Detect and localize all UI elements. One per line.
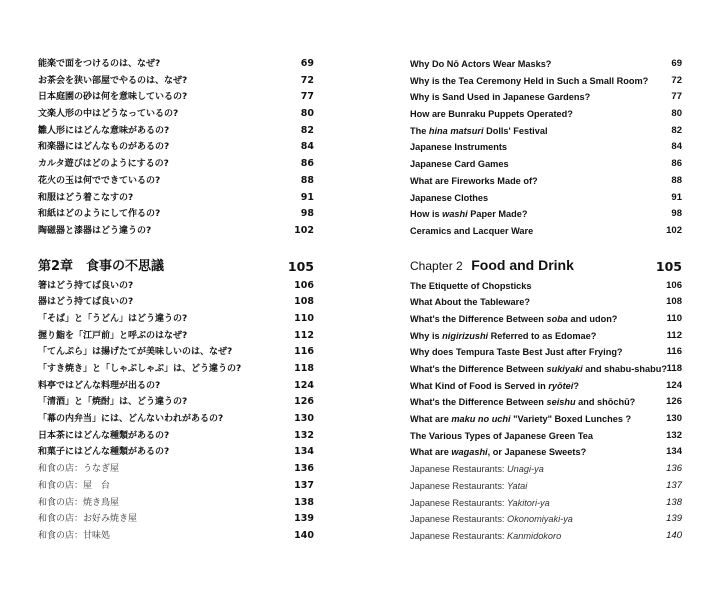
toc-entry[interactable] — [38, 344, 314, 361]
english-toc-column — [410, 56, 682, 545]
toc-entry[interactable] — [410, 278, 682, 295]
toc-entry-title: 和菓子にはどんな種類があるの? — [38, 447, 170, 458]
toc-entry-title — [410, 156, 509, 173]
toc-entry[interactable] — [410, 56, 682, 73]
toc-entry[interactable] — [38, 428, 314, 445]
toc-entry-page: 138 — [294, 496, 314, 508]
toc-entry[interactable] — [410, 156, 682, 173]
toc-entry[interactable] — [410, 461, 682, 478]
toc-entry[interactable] — [38, 328, 314, 345]
toc-entry-page: 112 — [666, 329, 682, 341]
title-text-suffix: Dolls' Festival — [483, 125, 548, 136]
title-text: Why is Sand Used in Japanese Gardens? — [410, 92, 591, 103]
toc-entry-title — [410, 344, 623, 361]
toc-entry[interactable] — [410, 528, 682, 545]
toc-entry-title — [410, 328, 596, 345]
title-text: The — [410, 125, 429, 136]
toc-entry-page: 134 — [294, 446, 314, 458]
title-italic-term: washi — [442, 209, 468, 220]
toc-entry-page: 134 — [666, 446, 682, 458]
title-italic-term: wagashi — [451, 447, 488, 458]
english-toc-section-2 — [410, 278, 682, 545]
toc-entry[interactable] — [38, 223, 314, 240]
toc-entry-title: 能楽で面をつけるのは、なぜ? — [38, 59, 161, 69]
toc-entry-title: 「幕の内弁当」には、どんないわれがあるの? — [38, 414, 224, 425]
title-text: The Various Types of Japanese Green Tea — [410, 430, 593, 441]
toc-entry[interactable] — [38, 123, 314, 140]
toc-entry[interactable] — [410, 378, 682, 395]
toc-entry-title — [410, 394, 635, 411]
toc-entry[interactable] — [38, 190, 314, 207]
toc-entry-page: 139 — [294, 513, 314, 525]
toc-entry-title: 握り鮨を「江戸前」と呼ぶのはなぜ? — [38, 330, 188, 341]
title-text-suffix: and shōchū? — [575, 397, 636, 408]
title-text: What Kind of Food is Served in — [410, 380, 549, 391]
toc-entry-title — [410, 278, 532, 295]
title-text: What About the Tableware? — [410, 297, 530, 308]
toc-entry[interactable] — [410, 190, 682, 207]
toc-entry-page: 108 — [294, 296, 314, 308]
toc-entry-page: 84 — [671, 141, 682, 153]
title-text: Japanese Restaurants: — [410, 480, 508, 491]
toc-entry-page: 82 — [671, 124, 682, 136]
toc-entry[interactable] — [410, 311, 682, 328]
toc-entry-page: 72 — [671, 74, 682, 86]
toc-entry-page: 91 — [671, 191, 682, 203]
title-italic-term: Unagi-ya — [507, 464, 544, 475]
title-italic-term: sukiyaki — [546, 364, 583, 374]
toc-entry-page: 110 — [666, 312, 682, 324]
toc-entry-page: 77 — [671, 91, 682, 103]
toc-entry-page: 98 — [671, 208, 682, 220]
toc-entry-title: 陶磁器と漆器はどう違うの? — [38, 225, 152, 236]
toc-entry-page: 88 — [300, 174, 314, 186]
toc-entry-title — [410, 139, 507, 156]
toc-entry-title: カルタ遊びはどのようにするの? — [38, 159, 169, 170]
toc-entry[interactable] — [38, 278, 314, 295]
title-text: Why is — [410, 330, 443, 341]
toc-entry-page: 110 — [294, 312, 314, 324]
toc-entry-page: 108 — [666, 296, 682, 308]
chapter-title: 第2章 食事の不思議 — [38, 258, 165, 274]
toc-entry-title: お茶会を狭い部屋でやるのは、なぜ? — [38, 75, 188, 86]
toc-entry-title: 器はどう持てば良いの? — [38, 297, 134, 308]
japanese-toc-column — [38, 56, 314, 545]
toc-entry-title — [410, 294, 530, 311]
toc-entry-page: 82 — [300, 124, 314, 136]
toc-entry[interactable] — [38, 89, 314, 106]
toc-entry-page: 80 — [300, 108, 314, 120]
toc-entry-title — [410, 106, 573, 123]
japanese-toc-section-1 — [38, 56, 314, 240]
toc-entry[interactable] — [410, 106, 682, 123]
toc-entry-title — [410, 173, 538, 190]
toc-entry-page: 69 — [300, 58, 314, 69]
title-italic-term: hina matsuri — [428, 125, 484, 136]
toc-entry[interactable] — [38, 156, 314, 173]
title-text: Japanese Card Games — [410, 159, 509, 170]
title-italic-term: Yakitori-ya — [507, 497, 550, 508]
toc-entry-title: 箸はどう持てば良いの? — [38, 280, 134, 291]
toc-entry-title: 「清酒」と「焼酎」は、どう違うの? — [38, 397, 188, 408]
toc-entry-title: 和食の店：屋 台 — [38, 480, 111, 491]
toc-entry-page: 136 — [294, 463, 314, 475]
toc-entry[interactable] — [38, 528, 314, 545]
toc-entry[interactable] — [410, 344, 682, 361]
toc-entry-title — [410, 528, 561, 545]
toc-entry-page: 126 — [294, 396, 314, 408]
toc-entry-title: 「そば」と「うどん」はどう違うの? — [38, 313, 188, 324]
toc-entry-page: 86 — [671, 158, 682, 170]
toc-entry-page: 86 — [300, 158, 314, 170]
toc-entry-page: 116 — [666, 346, 682, 358]
title-text: Why is the Tea Ceremony Held in Such a Small Room? — [410, 75, 649, 86]
toc-entry[interactable] — [38, 444, 314, 461]
title-text: What's the Difference Between — [410, 313, 547, 324]
title-text-suffix: Paper Made? — [467, 209, 528, 220]
toc-entry[interactable] — [38, 411, 314, 428]
title-italic-term: maku no uchi — [451, 414, 511, 425]
toc-entry-page: 112 — [294, 329, 314, 341]
toc-entry-page: 69 — [671, 58, 682, 69]
title-text: What are — [410, 414, 452, 425]
toc-entry-title: 和食の店：焼き鳥屋 — [38, 497, 120, 508]
chapter-page: 105 — [655, 258, 682, 274]
toc-entry-title: 花火の玉は何でできているの? — [38, 175, 161, 186]
toc-entry-title: 和服はどう着こなすの? — [38, 192, 134, 203]
title-italic-term: Yatai — [507, 480, 528, 491]
toc-entry-page: 132 — [666, 429, 682, 441]
toc-entry[interactable] — [410, 478, 682, 495]
toc-entry-title — [410, 206, 527, 223]
toc-entry-title — [410, 461, 544, 478]
toc-entry-title — [410, 73, 648, 90]
toc-entry-page: 80 — [671, 108, 682, 120]
toc-entry-page: 102 — [294, 224, 314, 236]
toc-entry-title: 和食の店：お好み焼き屋 — [38, 514, 138, 525]
toc-entry-title: 和食の店：うなぎ屋 — [38, 464, 120, 475]
toc-entry-title — [410, 123, 548, 140]
toc-entry[interactable] — [410, 206, 682, 223]
toc-entry[interactable] — [410, 495, 682, 512]
title-text: Japanese Restaurants: — [410, 497, 508, 508]
toc-entry-title — [410, 378, 579, 395]
toc-entry-title — [410, 511, 573, 528]
toc-entry[interactable] — [38, 139, 314, 156]
title-text: Japanese Restaurants: — [410, 464, 508, 475]
toc-entry-title — [410, 495, 550, 512]
toc-entry-title — [410, 411, 631, 428]
toc-entry-page: 124 — [294, 379, 314, 391]
toc-entry-title: 「すき焼き」と「しゃぶしゃぶ」は、どう違うの? — [38, 364, 242, 374]
title-text-suffix: ? — [573, 380, 579, 391]
toc-entry-title — [410, 223, 533, 240]
toc-entry-page: 77 — [300, 91, 314, 103]
toc-entry[interactable] — [38, 478, 314, 495]
toc-entry[interactable] — [38, 206, 314, 223]
toc-entry[interactable] — [410, 173, 682, 190]
toc-entry[interactable] — [410, 511, 682, 528]
toc-entry[interactable] — [410, 444, 682, 461]
toc-entry-title — [410, 89, 590, 106]
toc-entry-page: 98 — [300, 208, 314, 220]
title-text: Why Do Nō Actors Wear Masks? — [410, 59, 552, 69]
title-italic-term: Kanmidokoro — [507, 530, 562, 541]
japanese-chapter-heading[interactable] — [38, 250, 314, 274]
toc-entry[interactable] — [410, 89, 682, 106]
chapter-title — [410, 257, 574, 274]
toc-entry-page: 102 — [666, 224, 682, 236]
toc-entry-page: 118 — [294, 363, 314, 374]
toc-entry-title — [410, 478, 527, 495]
title-text: How is — [410, 209, 443, 220]
toc-entry-page: 136 — [666, 463, 682, 475]
title-italic-term: Okonomiyaki-ya — [507, 514, 573, 525]
toc-entry-page: 139 — [666, 513, 682, 525]
toc-entry[interactable] — [410, 411, 682, 428]
toc-entry[interactable] — [38, 495, 314, 512]
toc-entry[interactable] — [410, 223, 682, 240]
title-text-suffix: and udon? — [567, 313, 618, 324]
toc-entry-page: 106 — [666, 279, 682, 291]
toc-entry[interactable] — [410, 394, 682, 411]
title-text-suffix: , or Japanese Sweets? — [487, 447, 587, 458]
toc-entry[interactable] — [38, 461, 314, 478]
toc-entry[interactable] — [38, 361, 314, 378]
title-text: How are Bunraku Puppets Operated? — [410, 109, 573, 120]
toc-entry-title — [410, 361, 667, 378]
title-text: What's the Difference Between — [410, 364, 547, 374]
toc-entry-title: 和紙はどのようにして作るの? — [38, 209, 161, 220]
toc-entry-page: 130 — [666, 413, 682, 425]
toc-entry[interactable] — [410, 123, 682, 140]
toc-entry-page: 138 — [666, 496, 682, 508]
chapter-number: Chapter 2 — [410, 258, 463, 273]
title-text: Japanese Instruments — [410, 142, 508, 153]
toc-entry[interactable] — [38, 511, 314, 528]
toc-entry[interactable] — [410, 294, 682, 311]
toc-entry-page: 126 — [666, 396, 682, 408]
toc-entry[interactable] — [38, 394, 314, 411]
toc-entry-page: 124 — [666, 379, 682, 391]
toc-entry[interactable] — [38, 311, 314, 328]
toc-entry-page: 91 — [300, 191, 314, 203]
title-italic-term: ryōtei — [548, 380, 574, 391]
chapter-name: Food and Drink — [471, 256, 574, 273]
title-text: Why does Tempura Taste Best Just after Frying? — [410, 347, 623, 358]
toc-entry[interactable] — [410, 73, 682, 90]
toc-entry-page: 140 — [294, 529, 314, 541]
title-text: What are — [410, 447, 452, 458]
toc-entry-title — [410, 311, 617, 328]
toc-entry-page: 118 — [666, 363, 682, 374]
toc-entry-page: 88 — [671, 174, 682, 186]
toc-entry[interactable] — [38, 106, 314, 123]
toc-entry[interactable] — [410, 361, 682, 378]
toc-entry-page: 130 — [294, 413, 314, 425]
title-text: Ceramics and Lacquer Ware — [410, 225, 534, 236]
toc-entry-title — [410, 444, 586, 461]
title-italic-term: nigirizushi — [442, 330, 489, 341]
title-italic-term: soba — [546, 313, 568, 324]
toc-entry[interactable] — [410, 328, 682, 345]
toc-entry[interactable] — [38, 173, 314, 190]
toc-entry-page: 137 — [666, 479, 682, 491]
title-text: The Etiquette of Chopsticks — [410, 280, 532, 291]
toc-entry-title: 「てんぷら」は揚げたてが美味しいのは、なぜ? — [38, 347, 233, 358]
toc-entry-title — [410, 428, 593, 445]
toc-entry-title: 料亭ではどんな料理が出るの? — [38, 380, 161, 391]
title-text: What are Fireworks Made of? — [410, 175, 538, 186]
toc-entry-title: 日本茶にはどんな種類があるの? — [38, 430, 170, 441]
japanese-toc-section-2 — [38, 278, 314, 545]
title-text: Japanese Clothes — [410, 192, 489, 203]
toc-entry-page: 72 — [300, 74, 314, 86]
toc-entry[interactable] — [410, 139, 682, 156]
toc-entry[interactable] — [38, 73, 314, 90]
title-text: Japanese Restaurants: — [410, 530, 508, 541]
title-text: What's the Difference Between — [410, 397, 547, 408]
toc-entry[interactable] — [38, 294, 314, 311]
toc-entry-page: 137 — [294, 479, 314, 491]
title-italic-term: seishu — [546, 397, 576, 408]
title-text-suffix: and shabu-shabu? — [582, 364, 667, 374]
toc-entry-page: 132 — [294, 429, 314, 441]
english-chapter-heading[interactable] — [410, 250, 682, 274]
english-toc-section-1 — [410, 56, 682, 240]
toc-entry-title: 和楽器にはどんなものがあるの? — [38, 142, 170, 153]
title-text-suffix: Referred to as Edomae? — [488, 330, 597, 341]
toc-entry-title: 文楽人形の中はどうなっているの? — [38, 109, 179, 120]
toc-entry-title: 雛人形にはどんな意味があるの? — [38, 125, 170, 136]
title-text: Japanese Restaurants: — [410, 514, 508, 525]
toc-entry-title: 和食の店：甘味処 — [38, 530, 111, 541]
toc-entry-title: 日本庭園の砂は何を意味しているの? — [38, 92, 188, 103]
chapter-page: 105 — [287, 258, 314, 274]
toc-entry-title — [410, 56, 551, 73]
toc-entry-page: 84 — [300, 141, 314, 153]
toc-entry-page: 106 — [294, 279, 314, 291]
toc-entry[interactable] — [38, 378, 314, 395]
toc-entry[interactable] — [38, 56, 314, 73]
toc-entry-page: 140 — [666, 529, 682, 541]
toc-entry-page: 116 — [294, 346, 314, 358]
toc-entry-title — [410, 190, 488, 207]
toc-entry[interactable] — [410, 428, 682, 445]
title-text-suffix: "Variety" Boxed Lunches ? — [510, 414, 632, 425]
